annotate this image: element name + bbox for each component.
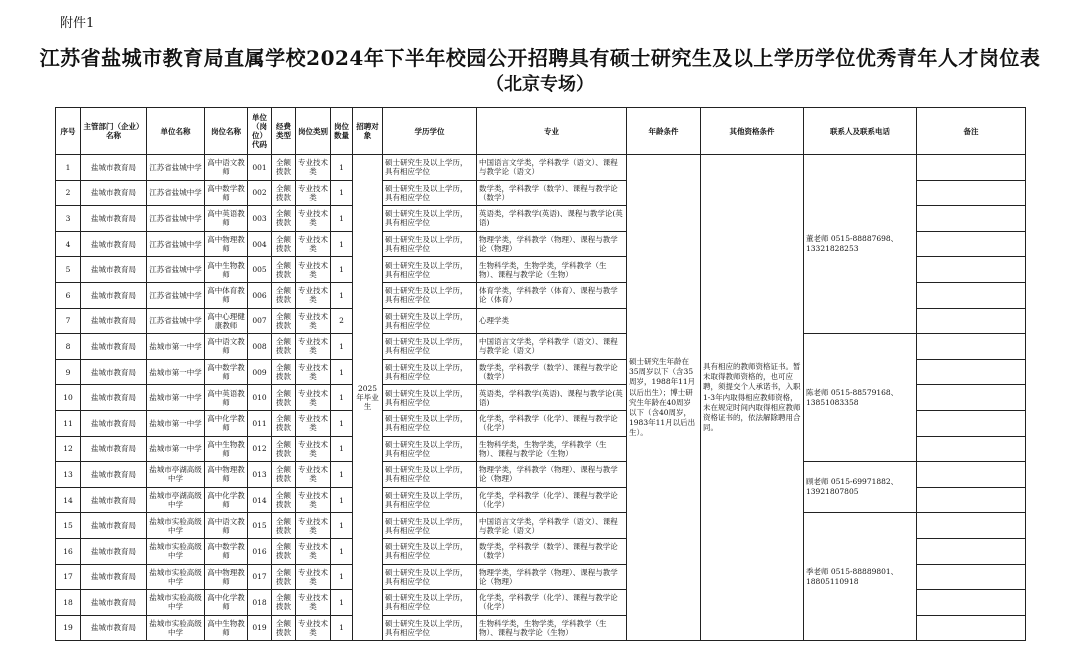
cell-no: 17 — [56, 564, 81, 590]
cell-no: 6 — [56, 282, 81, 308]
cell-edu: 硕士研究生及以上学历，具有相应学位 — [383, 334, 477, 360]
cell-dept: 盐城市教育局 — [81, 513, 147, 539]
cell-dept: 盐城市教育局 — [81, 231, 147, 257]
cell-remark — [917, 487, 1026, 513]
cell-cat: 专业技术类 — [296, 615, 331, 641]
cell-code: 010 — [248, 385, 272, 411]
cell-cat: 专业技术类 — [296, 155, 331, 181]
cell-num: 1 — [331, 462, 353, 488]
cell-fund: 全额拨款 — [272, 436, 296, 462]
cell-no: 11 — [56, 410, 81, 436]
cell-remark — [917, 615, 1026, 641]
cell-dept: 盐城市教育局 — [81, 564, 147, 590]
cell-edu: 硕士研究生及以上学历，具有相应学位 — [383, 436, 477, 462]
header-cell: 专业 — [477, 108, 627, 155]
cell-num: 1 — [331, 282, 353, 308]
table-header-row — [56, 108, 1026, 155]
cell-post: 高中物理教师 — [205, 564, 248, 590]
cell-fund: 全额拨款 — [272, 334, 296, 360]
cell-num: 1 — [331, 231, 353, 257]
header-cell: 序号 — [56, 108, 81, 155]
cell-remark — [917, 436, 1026, 462]
cell-no: 7 — [56, 308, 81, 334]
cell-edu: 硕士研究生及以上学历，具有相应学位 — [383, 282, 477, 308]
cell-major: 数学类，学科教学（数学）、课程与教学论（数学） — [477, 180, 627, 206]
cell-cat: 专业技术类 — [296, 410, 331, 436]
cell-other-conditions: 具有相应的教师资格证书。暂未取得教师资格的，也可应聘，须提交个人承诺书，入职1-3年内取得相应教师资格，未在规定时间内取得相应教师资格证书的，依法解除聘用合同。 — [701, 155, 804, 641]
document-subtitle: （北京专场） — [486, 74, 594, 95]
cell-remark — [917, 206, 1026, 232]
cell-post: 高中数学教师 — [205, 359, 248, 385]
cell-remark — [917, 282, 1026, 308]
cell-code: 001 — [248, 155, 272, 181]
cell-no: 18 — [56, 590, 81, 616]
cell-dept: 盐城市教育局 — [81, 359, 147, 385]
cell-unit: 盐城市实验高级中学 — [147, 513, 205, 539]
cell-age-condition: 硕士研究生年龄在35周岁以下（含35周岁，1988年11月以后出生）；博士研究生年龄在40周岁以下（含40周岁，1983年11月以后出生）。 — [627, 155, 701, 641]
cell-post: 高中物理教师 — [205, 462, 248, 488]
cell-unit: 江苏省盐城中学 — [147, 180, 205, 206]
cell-major: 化学类，学科教学（化学）、课程与教学论（化学） — [477, 590, 627, 616]
cell-no: 15 — [56, 513, 81, 539]
cell-no: 9 — [56, 359, 81, 385]
attachment-label: 附件1 — [60, 16, 95, 31]
cell-post: 高中化学教师 — [205, 410, 248, 436]
cell-fund: 全额拨款 — [272, 206, 296, 232]
cell-fund: 全额拨款 — [272, 538, 296, 564]
cell-unit: 江苏省盐城中学 — [147, 282, 205, 308]
header-cell: 联系人及联系电话 — [804, 108, 917, 155]
cell-edu: 硕士研究生及以上学历，具有相应学位 — [383, 462, 477, 488]
cell-unit: 江苏省盐城中学 — [147, 231, 205, 257]
cell-remark — [917, 590, 1026, 616]
cell-no: 19 — [56, 615, 81, 641]
cell-remark — [917, 410, 1026, 436]
cell-no: 2 — [56, 180, 81, 206]
cell-unit: 盐城市亭湖高级中学 — [147, 462, 205, 488]
cell-edu: 硕士研究生及以上学历，具有相应学位 — [383, 538, 477, 564]
cell-major: 物理学类，学科教学（物理）、课程与教学论（物理） — [477, 231, 627, 257]
cell-post: 高中化学教师 — [205, 487, 248, 513]
cell-code: 011 — [248, 410, 272, 436]
header-cell: 学历学位 — [383, 108, 477, 155]
header-cell: 备注 — [917, 108, 1026, 155]
table-row — [56, 334, 1026, 360]
cell-major: 英语类，学科教学(英语)、课程与教学论(英语) — [477, 206, 627, 232]
cell-num: 1 — [331, 206, 353, 232]
cell-contact: 陈老师 0515-88579168、13851083358 — [804, 334, 917, 462]
header-cell: 其他资格条件 — [701, 108, 804, 155]
cell-cat: 专业技术类 — [296, 487, 331, 513]
cell-post: 高中语文教师 — [205, 155, 248, 181]
cell-cat: 专业技术类 — [296, 462, 331, 488]
cell-code: 017 — [248, 564, 272, 590]
cell-dept: 盐城市教育局 — [81, 462, 147, 488]
cell-num: 1 — [331, 436, 353, 462]
cell-dept: 盐城市教育局 — [81, 257, 147, 283]
cell-num: 1 — [331, 155, 353, 181]
cell-fund: 全额拨款 — [272, 257, 296, 283]
cell-remark — [917, 231, 1026, 257]
cell-major: 生物科学类，生物学类，学科教学（生物）、课程与教学论（生物） — [477, 436, 627, 462]
cell-fund: 全额拨款 — [272, 180, 296, 206]
cell-dept: 盐城市教育局 — [81, 590, 147, 616]
cell-edu: 硕士研究生及以上学历，具有相应学位 — [383, 206, 477, 232]
cell-edu: 硕士研究生及以上学历，具有相应学位 — [383, 180, 477, 206]
cell-code: 005 — [248, 257, 272, 283]
cell-edu: 硕士研究生及以上学历，具有相应学位 — [383, 487, 477, 513]
cell-fund: 全额拨款 — [272, 487, 296, 513]
cell-dept: 盐城市教育局 — [81, 487, 147, 513]
cell-fund: 全额拨款 — [272, 359, 296, 385]
cell-code: 016 — [248, 538, 272, 564]
cell-post: 高中数学教师 — [205, 180, 248, 206]
cell-dept: 盐城市教育局 — [81, 180, 147, 206]
cell-unit: 盐城市第一中学 — [147, 334, 205, 360]
cell-edu: 硕士研究生及以上学历，具有相应学位 — [383, 513, 477, 539]
cell-major: 物理学类，学科教学（物理）、课程与教学论（物理） — [477, 564, 627, 590]
table-row — [56, 513, 1026, 539]
cell-dept: 盐城市教育局 — [81, 410, 147, 436]
cell-num: 1 — [331, 590, 353, 616]
header-cell: 岗位类别 — [296, 108, 331, 155]
cell-no: 13 — [56, 462, 81, 488]
header-cell: 年龄条件 — [627, 108, 701, 155]
cell-unit: 盐城市实验高级中学 — [147, 590, 205, 616]
cell-edu: 硕士研究生及以上学历，具有相应学位 — [383, 359, 477, 385]
cell-remark — [917, 538, 1026, 564]
cell-fund: 全额拨款 — [272, 590, 296, 616]
cell-major: 心理学类 — [477, 308, 627, 334]
header-cell: 招聘对象 — [353, 108, 383, 155]
cell-dept: 盐城市教育局 — [81, 206, 147, 232]
cell-cat: 专业技术类 — [296, 308, 331, 334]
cell-fund: 全额拨款 — [272, 513, 296, 539]
cell-recruit-target: 2025年毕业生 — [353, 155, 383, 641]
cell-unit: 江苏省盐城中学 — [147, 257, 205, 283]
cell-major: 化学类，学科教学（化学）、课程与教学论（化学） — [477, 410, 627, 436]
cell-post: 高中语文教师 — [205, 334, 248, 360]
cell-cat: 专业技术类 — [296, 385, 331, 411]
cell-num: 1 — [331, 385, 353, 411]
cell-code: 014 — [248, 487, 272, 513]
cell-edu: 硕士研究生及以上学历，具有相应学位 — [383, 308, 477, 334]
cell-cat: 专业技术类 — [296, 257, 331, 283]
cell-remark — [917, 385, 1026, 411]
cell-code: 019 — [248, 615, 272, 641]
cell-code: 018 — [248, 590, 272, 616]
cell-cat: 专业技术类 — [296, 538, 331, 564]
cell-post: 高中心理健康教师 — [205, 308, 248, 334]
cell-remark — [917, 462, 1026, 488]
cell-code: 003 — [248, 206, 272, 232]
cell-post: 高中英语教师 — [205, 206, 248, 232]
cell-unit: 盐城市第一中学 — [147, 436, 205, 462]
table-row — [56, 462, 1026, 488]
cell-remark — [917, 564, 1026, 590]
header-cell: 岗位数量 — [331, 108, 353, 155]
cell-edu: 硕士研究生及以上学历，具有相应学位 — [383, 257, 477, 283]
header-cell: 单位名称 — [147, 108, 205, 155]
cell-cat: 专业技术类 — [296, 206, 331, 232]
cell-no: 4 — [56, 231, 81, 257]
cell-code: 002 — [248, 180, 272, 206]
header-cell: 主管部门（企业）名称 — [81, 108, 147, 155]
positions-table — [55, 107, 1026, 641]
cell-post: 高中物理教师 — [205, 231, 248, 257]
cell-num: 1 — [331, 359, 353, 385]
table-body — [56, 155, 1026, 641]
cell-unit: 盐城市第一中学 — [147, 385, 205, 411]
cell-dept: 盐城市教育局 — [81, 155, 147, 181]
cell-code: 008 — [248, 334, 272, 360]
cell-code: 015 — [248, 513, 272, 539]
cell-post: 高中生物教师 — [205, 436, 248, 462]
cell-num: 1 — [331, 564, 353, 590]
cell-major: 生物科学类，生物学类，学科教学（生物）、课程与教学论（生物） — [477, 257, 627, 283]
cell-remark — [917, 359, 1026, 385]
cell-cat: 专业技术类 — [296, 513, 331, 539]
cell-remark — [917, 308, 1026, 334]
cell-fund: 全额拨款 — [272, 462, 296, 488]
cell-cat: 专业技术类 — [296, 436, 331, 462]
cell-major: 体育学类，学科教学（体育）、课程与教学论（体育） — [477, 282, 627, 308]
cell-major: 数学类，学科教学（数学）、课程与教学论（数学） — [477, 359, 627, 385]
cell-major: 物理学类，学科教学（物理）、课程与教学论（物理） — [477, 462, 627, 488]
cell-fund: 全额拨款 — [272, 282, 296, 308]
cell-fund: 全额拨款 — [272, 155, 296, 181]
cell-edu: 硕士研究生及以上学历，具有相应学位 — [383, 564, 477, 590]
cell-dept: 盐城市教育局 — [81, 538, 147, 564]
cell-edu: 硕士研究生及以上学历，具有相应学位 — [383, 231, 477, 257]
cell-num: 1 — [331, 487, 353, 513]
cell-fund: 全额拨款 — [272, 564, 296, 590]
cell-post: 高中化学教师 — [205, 590, 248, 616]
cell-contact: 顾老师 0515-69971882、13921807805 — [804, 462, 917, 513]
cell-major: 数学类，学科教学（数学）、课程与教学论（数学） — [477, 538, 627, 564]
cell-post: 高中数学教师 — [205, 538, 248, 564]
cell-num: 1 — [331, 513, 353, 539]
cell-unit: 盐城市第一中学 — [147, 410, 205, 436]
cell-fund: 全额拨款 — [272, 231, 296, 257]
cell-post: 高中英语教师 — [205, 385, 248, 411]
cell-unit: 盐城市实验高级中学 — [147, 615, 205, 641]
cell-fund: 全额拨款 — [272, 385, 296, 411]
document-title: 江苏省盐城市教育局直属学校2024年下半年校园公开招聘具有硕士研究生及以上学历学位优秀青年人才岗位表 — [39, 46, 1041, 70]
cell-cat: 专业技术类 — [296, 231, 331, 257]
cell-code: 004 — [248, 231, 272, 257]
cell-major: 中国语言文学类，学科教学（语文）、课程与教学论（语文） — [477, 155, 627, 181]
cell-unit: 盐城市实验高级中学 — [147, 538, 205, 564]
cell-major: 中国语言文学类，学科教学（语文）、课程与教学论（语文） — [477, 334, 627, 360]
cell-unit: 盐城市实验高级中学 — [147, 564, 205, 590]
cell-num: 1 — [331, 410, 353, 436]
cell-code: 007 — [248, 308, 272, 334]
cell-no: 16 — [56, 538, 81, 564]
cell-unit: 盐城市第一中学 — [147, 359, 205, 385]
cell-unit: 江苏省盐城中学 — [147, 308, 205, 334]
cell-num: 1 — [331, 615, 353, 641]
cell-fund: 全额拨款 — [272, 615, 296, 641]
cell-no: 12 — [56, 436, 81, 462]
cell-unit: 江苏省盐城中学 — [147, 155, 205, 181]
cell-no: 8 — [56, 334, 81, 360]
cell-contact: 季老师 0515-88889801、18805110918 — [804, 513, 917, 641]
cell-no: 5 — [56, 257, 81, 283]
table-row — [56, 155, 1026, 181]
header-cell: 单位（岗位）代码 — [248, 108, 272, 155]
cell-edu: 硕士研究生及以上学历，具有相应学位 — [383, 590, 477, 616]
cell-fund: 全额拨款 — [272, 308, 296, 334]
cell-no: 1 — [56, 155, 81, 181]
cell-unit: 江苏省盐城中学 — [147, 206, 205, 232]
cell-dept: 盐城市教育局 — [81, 308, 147, 334]
cell-remark — [917, 155, 1026, 181]
cell-code: 006 — [248, 282, 272, 308]
cell-post: 高中语文教师 — [205, 513, 248, 539]
cell-code: 012 — [248, 436, 272, 462]
cell-post: 高中体育教师 — [205, 282, 248, 308]
header-cell: 岗位名称 — [205, 108, 248, 155]
cell-code: 013 — [248, 462, 272, 488]
cell-no: 3 — [56, 206, 81, 232]
cell-remark — [917, 180, 1026, 206]
cell-edu: 硕士研究生及以上学历，具有相应学位 — [383, 385, 477, 411]
cell-code: 009 — [248, 359, 272, 385]
header-cell: 经费类型 — [272, 108, 296, 155]
cell-cat: 专业技术类 — [296, 282, 331, 308]
cell-remark — [917, 257, 1026, 283]
cell-edu: 硕士研究生及以上学历，具有相应学位 — [383, 410, 477, 436]
cell-no: 10 — [56, 385, 81, 411]
cell-cat: 专业技术类 — [296, 590, 331, 616]
cell-post: 高中生物教师 — [205, 257, 248, 283]
cell-num: 2 — [331, 308, 353, 334]
cell-dept: 盐城市教育局 — [81, 436, 147, 462]
cell-cat: 专业技术类 — [296, 564, 331, 590]
cell-dept: 盐城市教育局 — [81, 334, 147, 360]
cell-major: 生物科学类，生物学类，学科教学（生物）、课程与教学论（生物） — [477, 615, 627, 641]
cell-no: 14 — [56, 487, 81, 513]
cell-num: 1 — [331, 538, 353, 564]
cell-unit: 盐城市亭湖高级中学 — [147, 487, 205, 513]
cell-dept: 盐城市教育局 — [81, 385, 147, 411]
cell-post: 高中生物教师 — [205, 615, 248, 641]
cell-edu: 硕士研究生及以上学历，具有相应学位 — [383, 615, 477, 641]
cell-cat: 专业技术类 — [296, 359, 331, 385]
cell-dept: 盐城市教育局 — [81, 615, 147, 641]
cell-num: 1 — [331, 334, 353, 360]
cell-major: 中国语言文学类，学科教学（语文）、课程与教学论（语文） — [477, 513, 627, 539]
cell-cat: 专业技术类 — [296, 180, 331, 206]
cell-major: 化学类，学科教学（化学）、课程与教学论（化学） — [477, 487, 627, 513]
cell-remark — [917, 334, 1026, 360]
cell-contact: 董老师 0515-88887698、13321828253 — [804, 155, 917, 334]
cell-cat: 专业技术类 — [296, 334, 331, 360]
cell-num: 1 — [331, 257, 353, 283]
cell-num: 1 — [331, 180, 353, 206]
cell-remark — [917, 513, 1026, 539]
cell-edu: 硕士研究生及以上学历，具有相应学位 — [383, 155, 477, 181]
cell-dept: 盐城市教育局 — [81, 282, 147, 308]
cell-major: 英语类，学科教学(英语)、课程与教学论(英语) — [477, 385, 627, 411]
cell-fund: 全额拨款 — [272, 410, 296, 436]
